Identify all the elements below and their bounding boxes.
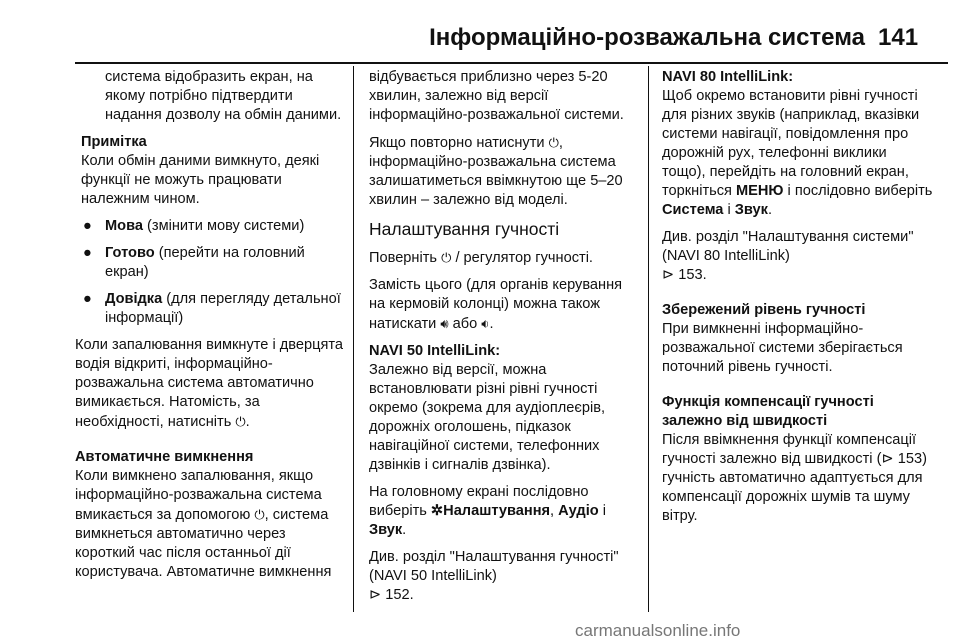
paragraph-text: . [245,414,250,430]
list-item [75,244,347,282]
paragraph-text: або [448,316,482,332]
volume-down-icon: 🔉︎ [481,316,490,331]
paragraph: При вимкненні інформаційно-розважальної системи зберігається поточний рівень гучності. [662,321,903,375]
power-knob-icon: ⏻ [548,135,559,150]
section-subtitle: Функція компенсації гучності залежно від швидкості [662,394,874,429]
paragraph [369,133,641,210]
paragraph [369,276,641,334]
bullet-icon: ● [83,245,92,261]
column-3 [662,68,934,534]
paragraph-text: Коли вимкнено запалювання, якщо інформаційно-розважальна система вмикається за допомогою [75,468,322,523]
menu-term: Звук [734,202,768,218]
list-item [75,290,347,328]
subsection-title: NAVI 80 IntelliLink: [662,69,794,85]
paragraph-text: . [489,316,494,332]
page-reference-icon: ⊳ [662,267,675,283]
page-reference-icon: ⊳ [369,587,382,603]
paragraph-text: Щоб окремо встановити рівні гучності для різних звуків (наприклад, вказівки системи навігації, повідомлення про дорожній рух, телефонні виклики тощо), перейдіть на головний екран, торкніться [662,88,920,199]
bullet-icon: ● [83,291,92,307]
menu-term: МЕНЮ [735,183,784,199]
list-item-text: (для перегляду детальної інформації) [105,291,341,326]
section-subtitle: Збережений рівень гучності [662,302,866,318]
section-subtitle: Автоматичне вимкнення [75,449,254,465]
paragraph-text: і [723,202,735,218]
paragraph [662,87,934,220]
page-number: 141 [878,24,919,51]
page-reference-icon: ⊳ [881,451,894,467]
paragraph-text: , [550,503,559,519]
paragraph: відбувається приблизно через 5-20 хвилин, залежно від версії інформаційно-розважальної системи. [369,69,624,123]
column-divider [648,66,649,612]
paragraph [662,431,934,526]
power-knob-icon: ⏻ [441,250,452,265]
paragraph-text: Якщо повторно натиснути [369,135,545,151]
menu-term: Звук [369,522,403,538]
column-2 [369,68,641,613]
page-reference: 153. [674,267,707,283]
paragraph [662,228,934,285]
column-divider [353,66,354,612]
paragraph [369,248,641,268]
paragraph-text: Поверніть [369,250,438,266]
paragraph-text: , інформаційно-розважальна система залишатиметься ввімкнутою ще 5–20 хвилин – залежно від моделі. [369,135,623,208]
list-item [75,217,347,236]
paragraph-text: і послідовно виберіть [783,183,933,199]
paragraph: Залежно від версії, можна встановлювати різні рівні гучності окремо (зокрема для аудіоплеєрів, дорожніх оголошень, підказок навігаційної системи, телефонних дзвінків і сигналів дзвінка). [369,362,606,473]
paragraph-text: / регулятор гучності. [451,250,593,266]
paragraph-text: Після ввімкнення функції компенсації гучності залежно від швидкості ( [662,432,917,467]
column-1 [75,68,347,590]
menu-term: Система [662,202,724,218]
paragraph-text: На головному екрані послідовно виберіть [369,484,589,519]
paragraph [369,483,641,540]
paragraph-text: . [767,202,773,218]
paragraph-text: і [598,503,606,519]
volume-up-icon: 🔊︎ [440,316,449,331]
list-item-term: Мова [105,218,143,234]
settings-icon: ✲ [430,503,444,519]
page-title: Інформаційно-розважальна система [429,24,865,51]
paragraph [75,467,347,582]
paragraph-text: , система вимкнеться автоматично через короткий час після останньої дії користувача. Автоматичне вимкнення [75,507,332,580]
list-item-text: (перейти на головний екран) [105,245,305,280]
watermark: carmanualsonline.info [575,621,741,640]
note-title: Примітка [81,134,147,150]
list-item-term: Довідка [105,291,163,307]
paragraph-text: Див. розділ "Налаштування системи" (NAVI 80 IntelliLink) [662,229,914,264]
subsection-title: NAVI 50 IntelliLink: [369,343,501,359]
page-reference: 152. [381,587,414,603]
header-rule [75,62,948,64]
power-knob-icon: ⏻ [235,414,246,429]
menu-term: Аудіо [558,503,599,519]
paragraph-text: Див. розділ "Налаштування гучності" (NAVI 50 IntelliLink) [369,549,619,584]
paragraph [369,548,641,605]
note-text: Коли обмін даними вимкнуто, деякі функції не можуть працювати належним чином. [81,153,320,207]
paragraph [75,336,347,432]
bullet-icon: ● [83,218,92,234]
power-knob-icon: ⏻ [254,507,265,522]
paragraph-text: 153) гучність автоматично адаптується для компенсації дорожніх шумів та шуму вітру. [662,451,927,524]
menu-term: Налаштування [443,503,551,519]
list-item-term: Готово [105,245,155,261]
paragraph-text: . [402,522,407,538]
paragraph-text: Замість цього (для органів керування на кермовій колонці) можна також натискати [369,277,623,332]
list-item-text: (змінити мову системи) [142,218,305,234]
paragraph: система відобразить екран, на якому потрібно підтвердити надання дозволу на обмін даними. [105,69,342,123]
footer [0,618,960,642]
section-title: Налаштування гучності [369,219,560,239]
note-box [75,133,347,209]
paragraph-text: Коли запалювання вимкнуте і дверцята водія відкриті, інформаційно-розважальна система автоматично вимикається. Натомість, за необхідності, натисніть [75,337,343,430]
